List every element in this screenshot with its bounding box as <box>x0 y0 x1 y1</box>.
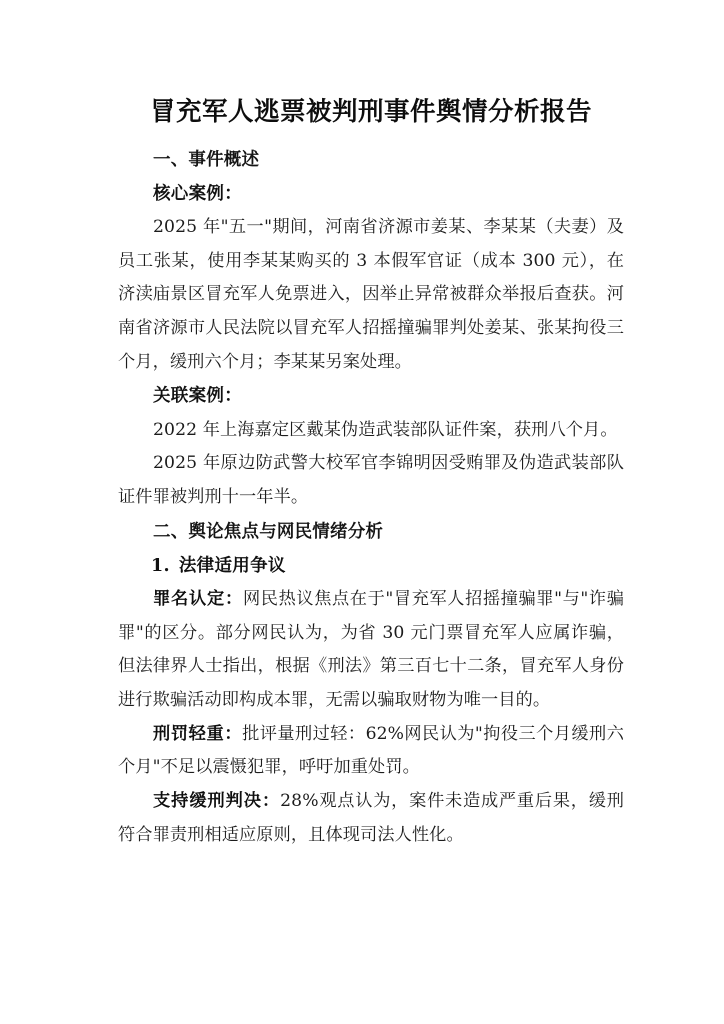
paragraph-related-case-1: 2022 年上海嘉定区戴某伪造武装部队证件案，获刑八个月。 <box>153 419 618 440</box>
paragraph-related-case-2: 2025 年原边防武警大校军官李锦明因受贿罪及伪造武装部队证件罪被判刑十一年半。 <box>118 453 624 507</box>
subheading-related-cases: 关联案例： <box>153 386 242 407</box>
text-charge-determination: 网民热议焦点在于"冒充军人招摇撞骗罪"与"诈骗罪"的区分。部分网民认为，为省 30 元门票冒充军人应属诈骗，但法律界人士指出，根据《刑法》第三百七十二条，冒充军人身份进行欺骗活动即构成本罪，无需以骗取财物为唯一目的。 <box>118 588 624 710</box>
subheading-number: 1. <box>151 555 170 576</box>
subheading-core-case: 核心案例： <box>153 183 242 204</box>
paragraph-sentence-severity <box>118 718 624 785</box>
page-title: 冒充军人逃票被判刑事件舆情分析报告 <box>149 97 592 127</box>
lead-sentence-severity: 刑罚轻重： <box>153 723 243 744</box>
section-heading-overview: 一、事件概述 <box>153 149 260 170</box>
section-heading-public-opinion: 二、舆论焦点与网民情绪分析 <box>153 521 384 542</box>
paragraph-core-case: 2025 年"五一"期间，河南省济源市姜某、李某某（夫妻）及员工张某，使用李某某购买的 3 本假军官证（成本 300 元），在济渎庙景区冒充军人免票进入，因举止异常被群众举报后查获。河南省济源市人民法院以冒充军人招摇撞骗罪判处姜某、张某拘役三个月，缓刑六个月；李某某另案处理。 <box>118 216 624 372</box>
subheading-legal-dispute-label: 法律适用争议 <box>178 555 286 576</box>
text-support-probation: 28%观点认为，案件未造成严重后果，缓刑符合罪责刑相适应原则，且体现司法人性化。 <box>118 791 624 845</box>
paragraph-charge-determination <box>118 583 624 718</box>
lead-charge-determination: 罪名认定： <box>153 588 243 609</box>
paragraph-support-probation <box>118 785 624 852</box>
document-body <box>118 96 624 853</box>
text-sentence-severity: 批评量刑过轻：62%网民认为"拘役三个月缓刑六个月"不足以震慑犯罪，呼吁加重处罚。 <box>118 723 624 778</box>
subheading-legal-dispute <box>118 549 624 583</box>
lead-support-probation: 支持缓刑判决： <box>153 791 281 812</box>
